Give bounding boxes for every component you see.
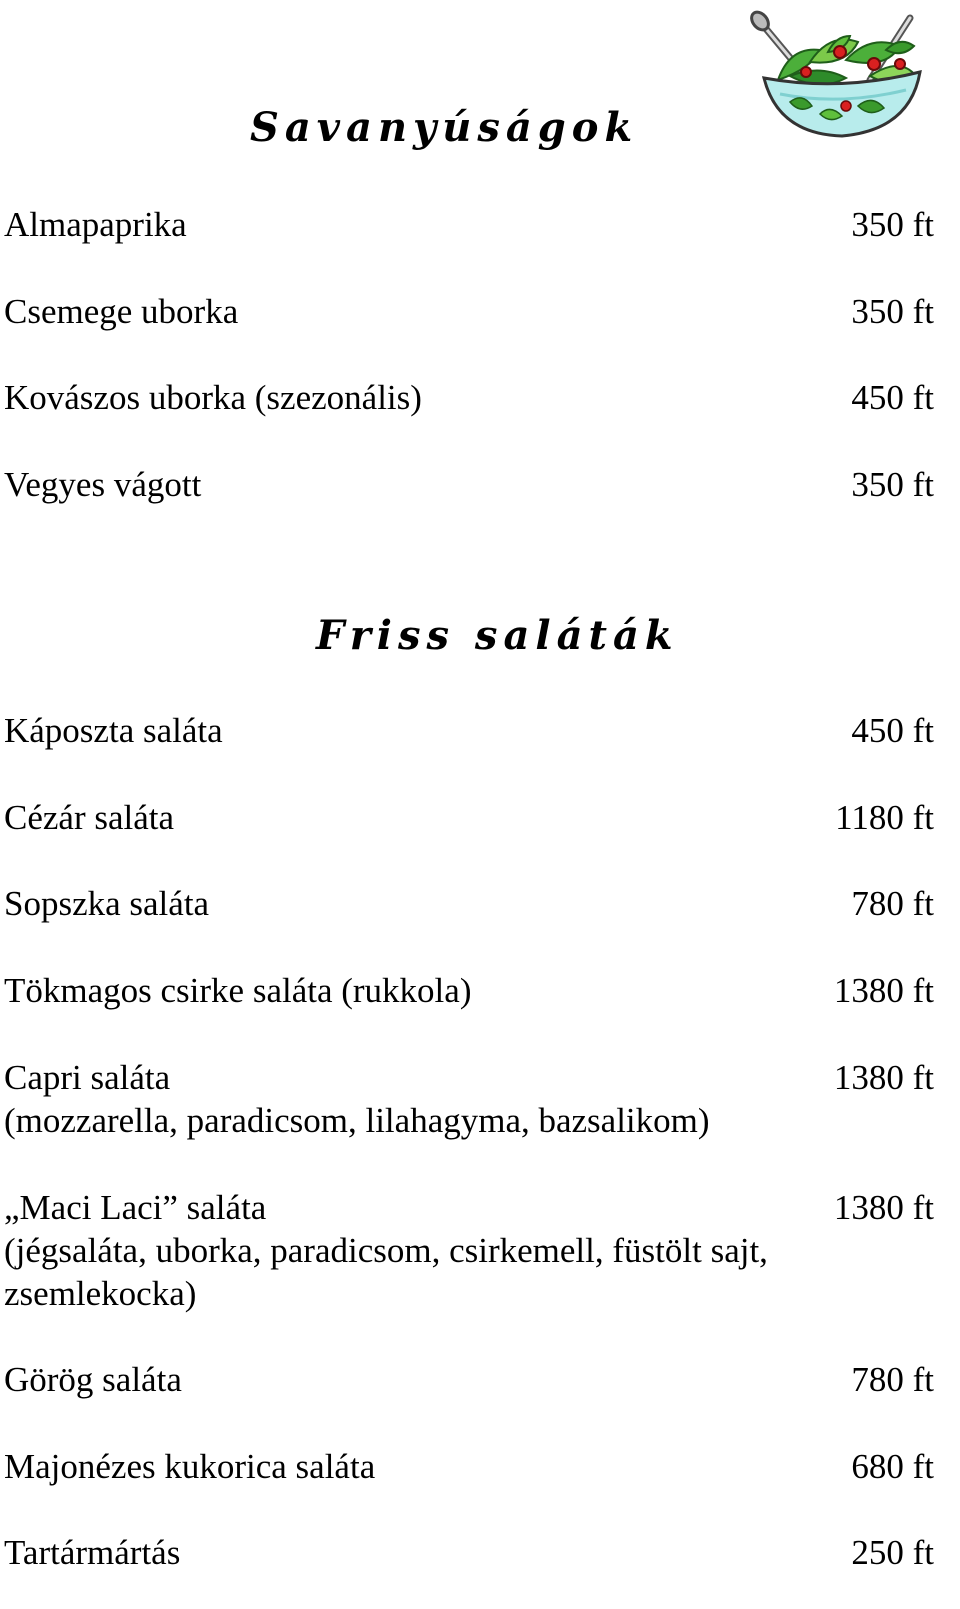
item-name: Majonézes kukorica saláta xyxy=(4,1447,376,1486)
item-description: (jégsaláta, uborka, paradicsom, csirkemell, füstölt sajt, xyxy=(4,1231,768,1270)
menu-item xyxy=(4,290,934,333)
item-price: 450 ft xyxy=(851,711,934,750)
item-name: Vegyes vágott xyxy=(4,465,202,504)
menu-item xyxy=(4,796,934,839)
item-name: Csemege uborka xyxy=(4,292,239,331)
item-description: (mozzarella, paradicsom, lilahagyma, bazsalikom) xyxy=(4,1101,710,1140)
item-price: 350 ft xyxy=(851,465,934,504)
item-price: 350 ft xyxy=(851,205,934,244)
item-name: Sopszka saláta xyxy=(4,884,210,923)
item-price: 780 ft xyxy=(851,884,934,923)
item-name: Káposzta saláta xyxy=(4,711,223,750)
menu-item xyxy=(4,1531,934,1574)
item-name: Tartármártás xyxy=(4,1533,181,1572)
item-name: Tökmagos csirke saláta (rukkola) xyxy=(4,971,472,1010)
item-price: 1180 ft xyxy=(835,798,934,837)
menu-item xyxy=(4,882,934,925)
item-name: Capri saláta xyxy=(4,1058,171,1097)
item-name: Görög saláta xyxy=(4,1360,182,1399)
item-description: zsemlekocka) xyxy=(4,1274,197,1313)
item-price: 450 ft xyxy=(851,378,934,417)
menu-item xyxy=(4,1358,934,1401)
item-price: 1380 ft xyxy=(833,971,934,1010)
item-name: Kovászos uborka (szezonális) xyxy=(4,378,422,417)
section-title-savanyusagok: Savanyúságok xyxy=(250,104,639,151)
menu-item xyxy=(4,969,934,1012)
salad-bowl-icon xyxy=(750,6,930,146)
menu-item xyxy=(4,376,934,419)
item-price: 350 ft xyxy=(851,292,934,331)
item-name: „Maci Laci” saláta xyxy=(4,1188,267,1227)
item-price: 1380 ft xyxy=(833,1058,934,1097)
item-name: Almapaprika xyxy=(4,205,187,244)
menu-item xyxy=(4,463,934,506)
menu-item xyxy=(4,1056,934,1142)
item-price: 680 ft xyxy=(851,1447,934,1486)
menu-item xyxy=(4,1186,934,1315)
item-price: 780 ft xyxy=(851,1360,934,1399)
menu-item xyxy=(4,203,934,246)
menu-item xyxy=(4,1445,934,1488)
item-price: 1380 ft xyxy=(833,1188,934,1227)
item-name: Cézár saláta xyxy=(4,798,175,837)
menu-item xyxy=(4,709,934,752)
section-title-friss-salatak: Friss saláták xyxy=(316,612,679,659)
item-price: 250 ft xyxy=(851,1533,934,1572)
